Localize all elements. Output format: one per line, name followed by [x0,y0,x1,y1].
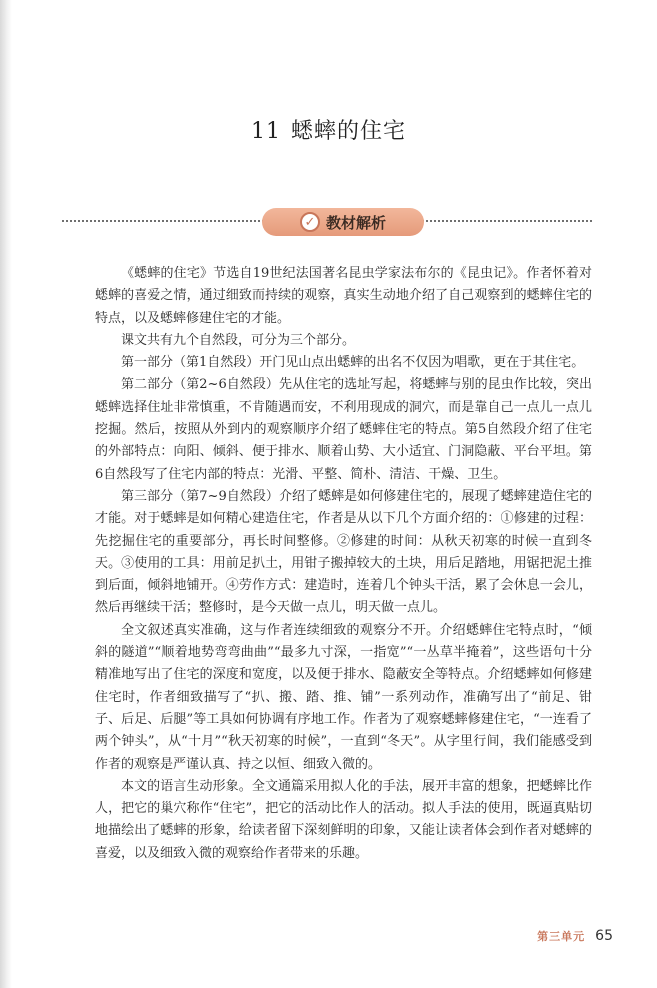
paragraph: 本文的语言生动形象。全文通篇采用拟人化的手法，展开丰富的想象，把蟋蟀比作人，把它的巢穴称作“住宅”，把它的活动比作人的活动。拟人手法的使用，既逼真贴切地描绘出了蟋蟀的形象，给读者留下深刻鲜明的印象，又能让读者体会到作者对蟋蟀的喜爱，以及细致入微的观察给作者带来的乐趣。 [95,778,592,861]
section-header [62,208,592,234]
page-binding-shadow [0,0,12,988]
page-number: 65 [595,928,613,944]
unit-label: 第三单元 [537,930,586,943]
analysis-body [95,263,592,865]
section-label: 教材解析 [325,213,386,232]
paragraph: 第二部分（第2~6自然段）先从住宅的选址写起，将蟋蟀与别的昆虫作比较，突出蟋蟀选择住址非常慎重，不肯随遇而安，不利用现成的洞穴，而是靠自己一点儿一点儿挖掘。然后，按照从外到内的观察顺序介绍了蟋蟀住宅的特点。第5自然段介绍了住宅的外部特点：向阳、倾斜、便于排水、顺着山势、大小适宜、门洞隐蔽、平台平坦。第6自然段写了住宅内部的特点：光滑、平整、简朴、清洁、干燥、卫生。 [95,377,592,482]
lesson-number: 11 [250,119,281,144]
paragraph: 《蟋蟀的住宅》节选自19世纪法国著名昆虫学家法布尔的《昆虫记》。作者怀着对蟋蟀的喜爱之情，通过细致而持续的观察，真实生动地介绍了自己观察到的蟋蟀住宅的特点，以及蟋蟀修建住宅的才能。 [95,266,592,326]
section-badge [262,208,424,236]
paragraph: 第一部分（第1自然段）开门见山点出蟋蟀的出名不仅因为唱歌，更在于其住宅。 [121,355,585,371]
lesson-title [0,114,657,145]
checkmark-icon: ✓ [300,212,320,232]
paragraph: 全文叙述真实准确，这与作者连续细致的观察分不开。介绍蟋蟀住宅特点时，“倾斜的隧道”“顺着地势弯弯曲曲”“最多九寸深，一指宽”“一丛草半掩着”，这些语句十分精准地写出了住宅的深度和宽度，以及便于排水、隐蔽安全等特点。介绍蟋蟀如何修建住宅时，作者细致描写了“扒、搬、踏、推、铺”一系列动作，准确写出了“前足、钳子、后足、后腿”等工具如何协调有序地工作。作者为了观察蟋蟀修建住宅，“一连看了两个钟头”，从“十月”“秋天初寒的时候”，一直到“冬天”。从字里行间，我们能感受到作者的观察是严谨认真、持之以恒、细致入微的。 [95,622,592,772]
lesson-title-text: 蟋蟀的住宅 [290,119,406,144]
paragraph: 课文共有九个自然段，可分为三个部分。 [121,332,356,348]
page-footer [537,928,613,944]
paragraph: 第三部分（第7~9自然段）介绍了蟋蟀是如何修建住宅的，展现了蟋蟀建造住宅的才能。对于蟋蟀是如何精心建造住宅，作者是从以下几个方面介绍的：①修建的过程：先挖掘住宅的重要部分，再长时间整修。②修建的时间：从秋天初寒的时候一直到冬天。③使用的工具：用前足扒土，用钳子搬掉较大的土块，用后足踏地，用锯把泥土推到后面，倾斜地铺开。④劳作方式：建造时，连着几个钟头干活，累了会休息一会儿，然后再继续干活；整修时，是今天做一点儿，明天做一点儿。 [95,488,592,616]
